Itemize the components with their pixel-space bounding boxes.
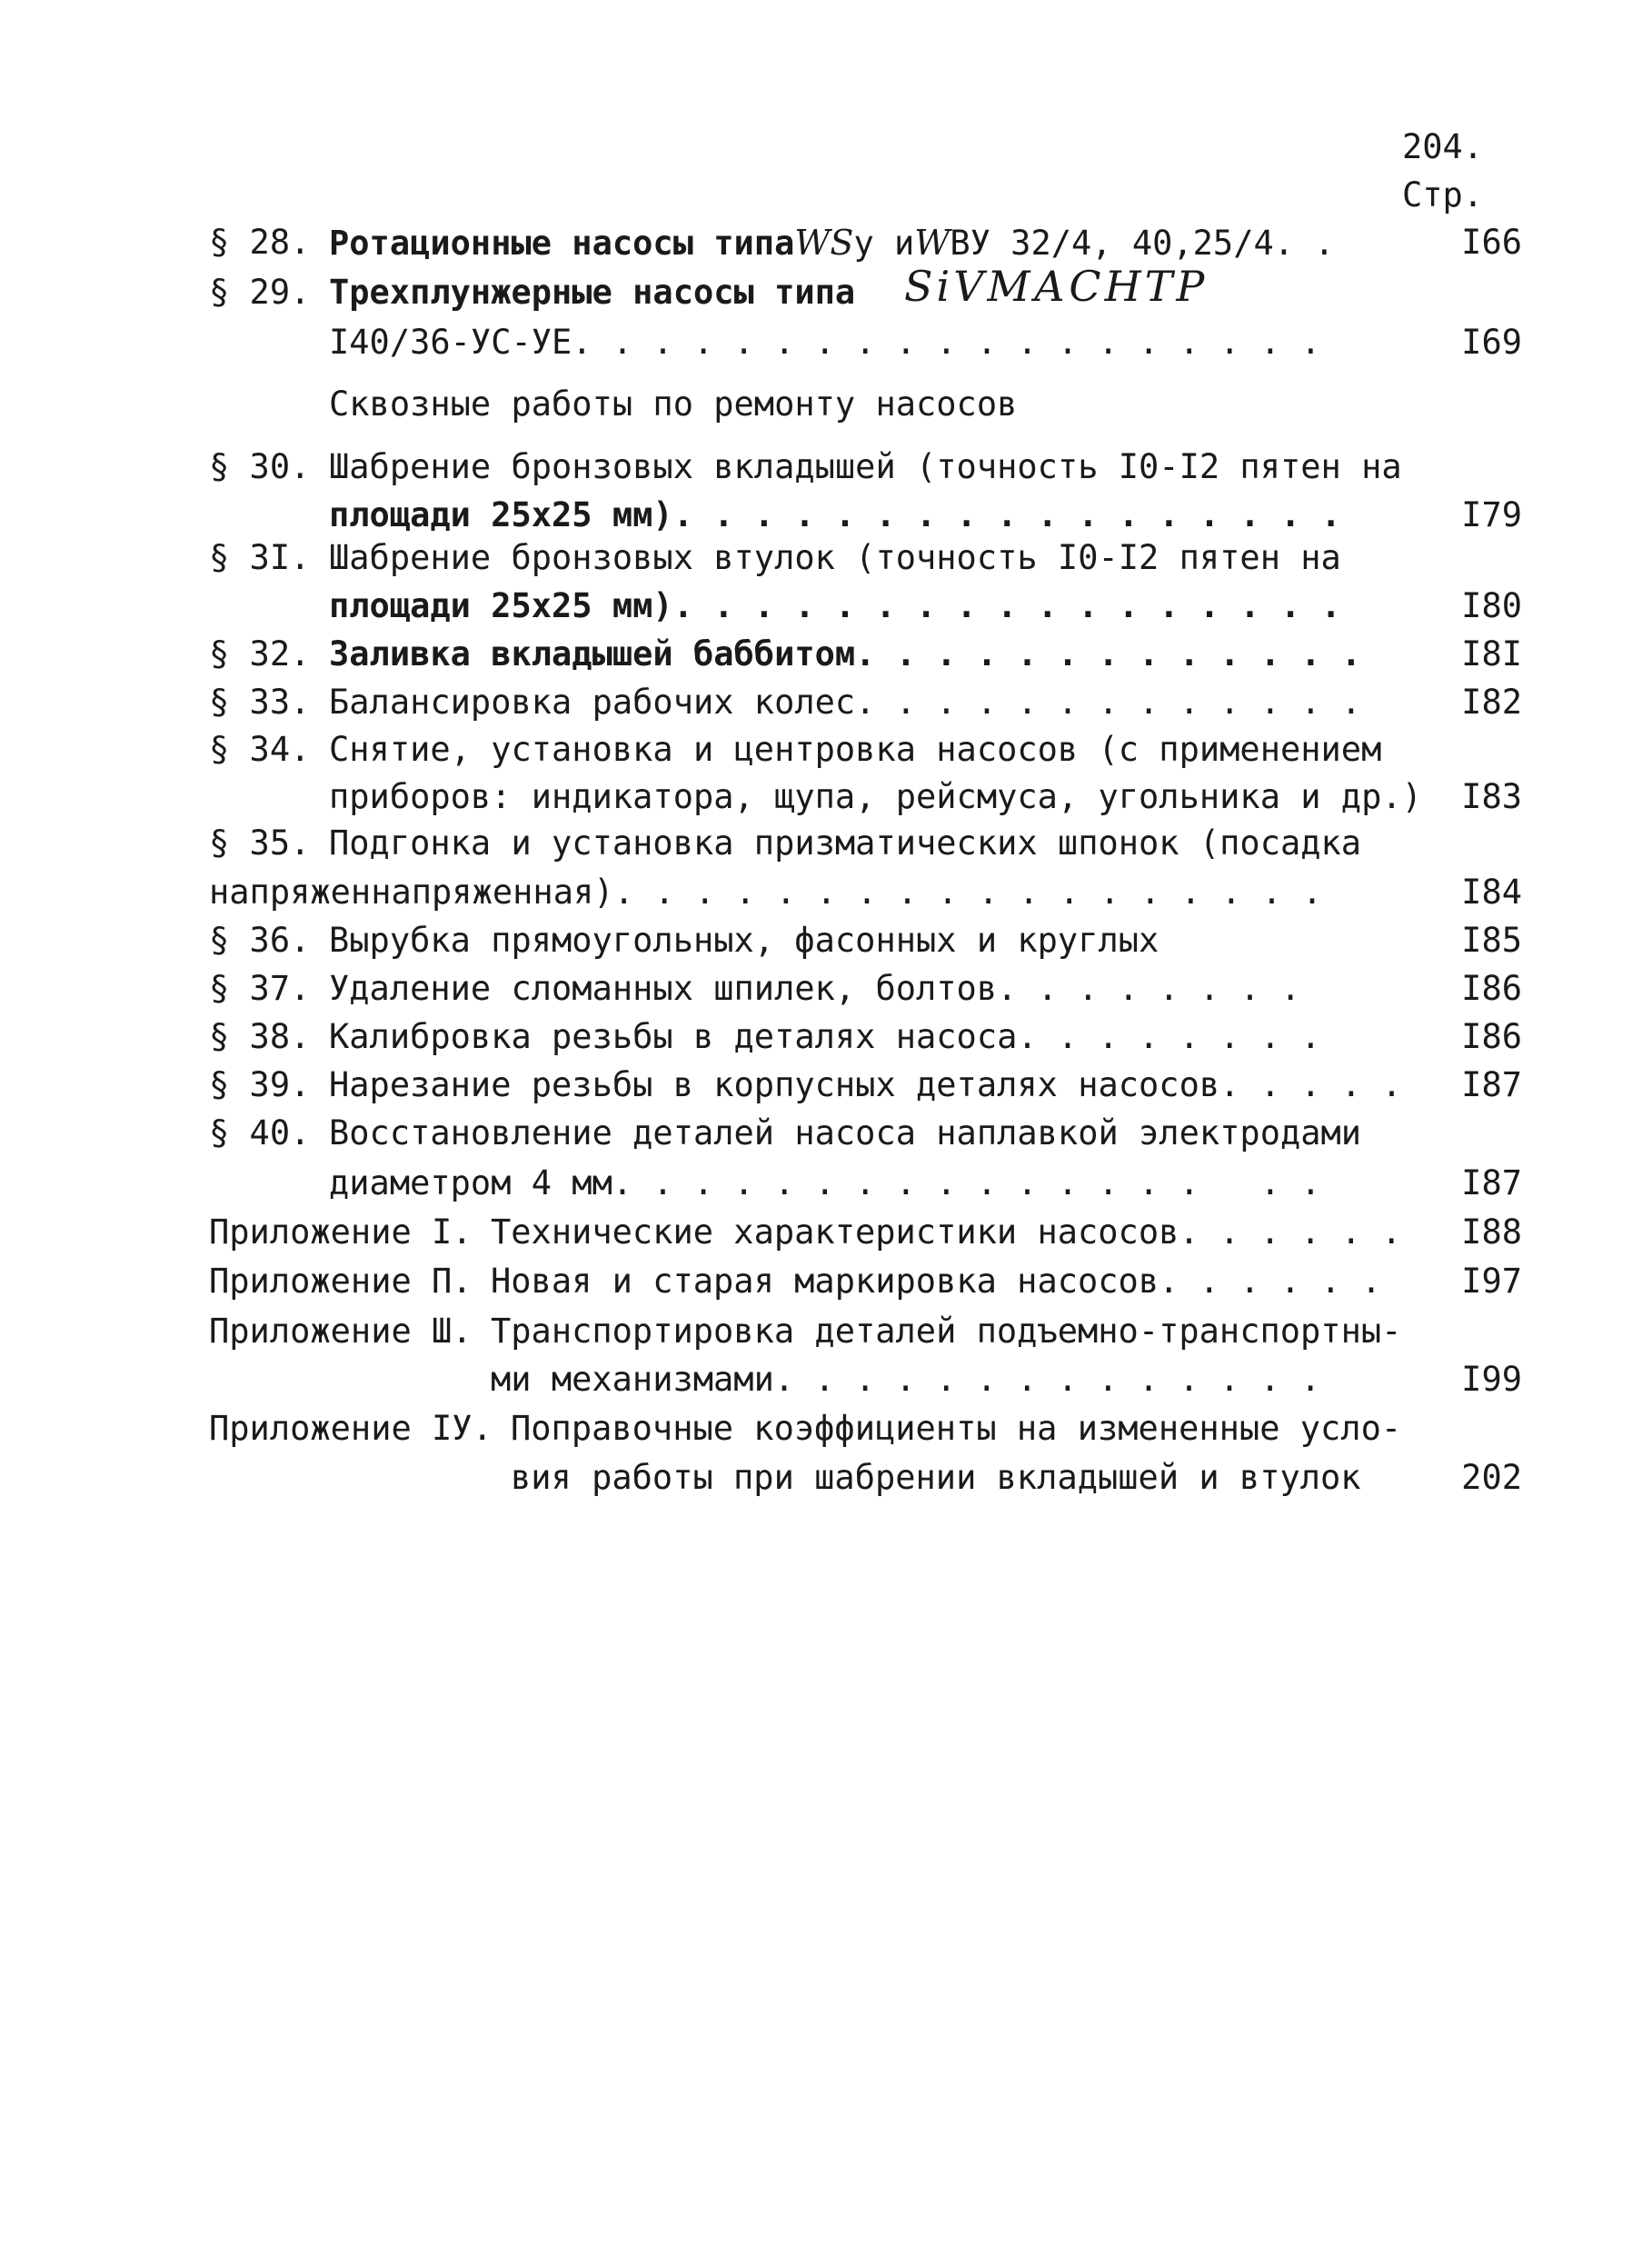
entry-title-line-1: Шабрение бронзовых втулок (точность I0-I2 пятен на [329,538,1341,577]
entry-title-line-1: Восстановление деталей насоса наплавкой электродами [329,1113,1362,1152]
entry-title-line-1: Технические характеристики насосов. . . . . . [491,1212,1402,1252]
section-number: § 29. [209,273,311,312]
entry-title-line-1: Снятие, установка и центровка насосов (с применением [329,730,1382,769]
entry-page-number: I66 [1461,223,1522,262]
section-number: § 36. [209,921,311,960]
entry-title-line-1: Подгонка и установка призматических шпонок (посадка [329,823,1362,863]
section-number: § 35. [209,823,311,863]
appendix-label: Приложение I. [209,1212,473,1252]
entry-title-line-2: I40/36-УС-УЕ. . . . . . . . . . . . . . . . . . . [329,323,1321,362]
page-column-label: Стр. [1402,175,1484,215]
entry-title-line-2: напряженнапряженная). . . . . . . . . . . . . . . . . . [209,873,1323,912]
entry-title-line-2: площади 25х25 мм). . . . . . . . . . . . . . . . . [329,495,1341,534]
section-number: § 40. [209,1113,311,1152]
section-heading: Сквозные работы по ремонту насосов [329,384,1018,424]
entry-page-number: I86 [1461,969,1522,1008]
section-number: § 34. [209,730,311,769]
appendix-label: Приложение П. [209,1262,473,1301]
entry-page-number: I97 [1461,1262,1522,1301]
entry-page-number: I79 [1461,495,1522,534]
section-number: § 3I. [209,538,311,577]
entry-page-number: I69 [1461,323,1522,362]
handwritten-annotation: SiVМАСНТР [904,262,1209,311]
entry-title-line-2: площади 25х25 мм). . . . . . . . . . . . . . . . . [329,586,1341,625]
entry-title-line-1: Калибровка резьбы в деталях насоса. . . . . . . . [329,1017,1321,1056]
entry-title-line-1: Трехплунжерные насосы типа [329,273,856,312]
entry-title-line-1: Нарезание резьбы в корпусных деталях насосов. . . . . [329,1065,1402,1104]
entry-page-number: 202 [1461,1458,1522,1497]
section-number: § 38. [209,1017,311,1056]
entry-text: ВУ 32/4, 40,25/4. . [950,224,1335,263]
section-number: § 33. [209,683,311,722]
appendix-label: Приложение Ш. [209,1312,473,1351]
section-number: § 28. [209,223,311,262]
entry-title-line-1: Новая и старая маркировка насосов. . . . . . [491,1262,1382,1301]
entry-title-line-1: Заливка вкладышей баббитом. . . . . . . . . . . . . [329,634,1362,674]
entry-page-number: I84 [1461,873,1522,912]
section-number: § 39. [209,1065,311,1104]
section-number: § 32. [209,634,311,674]
entry-page-number: I87 [1461,1163,1522,1202]
entry-title-line-2: диаметром 4 мм. . . . . . . . . . . . . . . . . [329,1163,1321,1202]
entry-title-line-1: Удаление сломанных шпилек, болтов. . . . . . . . [329,969,1301,1008]
section-number: § 37. [209,969,311,1008]
entry-title [329,223,1335,263]
entry-title-line-2: приборов: индикатора, щупа, рейсмуса, угольника и др.) [329,777,1422,816]
entry-page-number: I82 [1461,683,1522,722]
entry-page-number: I88 [1461,1212,1522,1252]
entry-title-line-2: ми механизмами. . . . . . . . . . . . . . [491,1360,1321,1399]
appendix-label: Приложение IУ. [209,1409,493,1448]
entry-page-number: I85 [1461,921,1522,960]
entry-page-number: I80 [1461,586,1522,625]
entry-page-number: I99 [1461,1360,1522,1399]
entry-page-number: I86 [1461,1017,1522,1056]
entry-title-line-1: Вырубка прямоугольных, фасонных и круглых [329,921,1159,960]
page-number: 204. [1402,127,1484,166]
entry-title-line-1: Поправочные коэффициенты на измененные усло- [511,1409,1402,1448]
entry-page-number: I8I [1461,634,1522,674]
handwritten-insert: W [914,223,950,263]
entry-text: Ротационные насосы типа [329,224,795,263]
entry-text: у и [853,224,915,263]
entry-page-number: I87 [1461,1065,1522,1104]
entry-title-line-1: Транспортировка деталей подъемно-транспортны- [491,1312,1402,1351]
entry-page-number: I83 [1461,777,1522,816]
entry-title-line-1: Шабрение бронзовых вкладышей (точность I0-I2 пятен на [329,447,1402,486]
entry-title-line-2: вия работы при шабрении вкладышей и втулок [511,1458,1361,1497]
section-number: § 30. [209,447,311,486]
handwritten-insert: WS [794,223,854,263]
entry-title-line-1: Балансировка рабочих колес. . . . . . . . . . . . . [329,683,1362,722]
